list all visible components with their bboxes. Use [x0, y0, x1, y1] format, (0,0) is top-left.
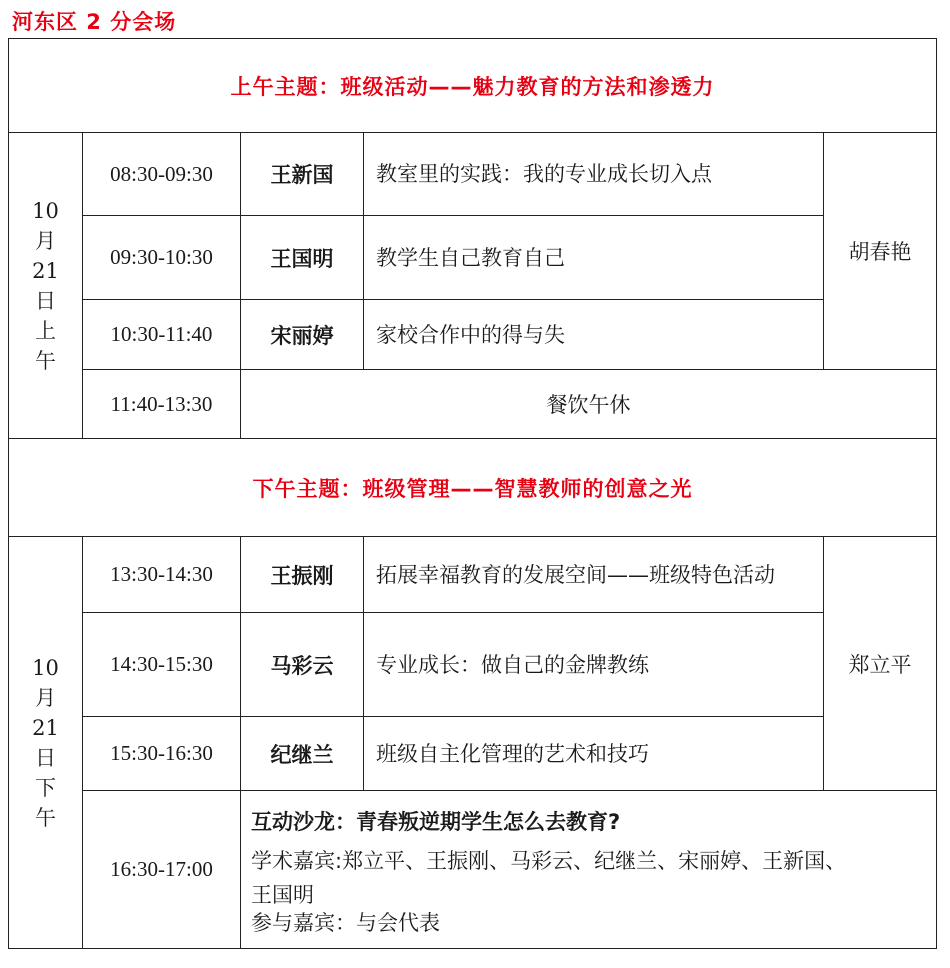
salon-guests: 学术嘉宾:郑立平、王振刚、马彩云、纪继兰、宋丽婷、王新国、 — [251, 848, 847, 873]
venue-title: 河东区 2 分会场 — [12, 10, 177, 34]
afternoon-theme: 下午主题：班级管理——智慧教师的创意之光 — [9, 439, 937, 537]
session-time: 10:30-11:40 — [83, 300, 241, 370]
schedule-table — [8, 38, 937, 949]
salon-title: 互动沙龙：青春叛逆期学生怎么去教育? — [251, 809, 621, 834]
afternoon-host: 郑立平 — [824, 537, 937, 791]
session-speaker: 纪继兰 — [241, 717, 364, 791]
session-topic: 班级自主化管理的艺术和技巧 — [364, 717, 824, 791]
session-topic: 专业成长：做自己的金牌教练 — [364, 613, 824, 717]
session-topic: 教学生自己教育自己 — [364, 216, 824, 300]
session-topic: 拓展幸福教育的发展空间——班级特色活动 — [364, 537, 824, 613]
session-time: 13:30-14:30 — [83, 537, 241, 613]
salon-time: 16:30-17:00 — [83, 791, 241, 949]
morning-date: 10 月 21 日 上 午 — [9, 133, 83, 439]
session-speaker: 宋丽婷 — [241, 300, 364, 370]
session-time: 08:30-09:30 — [83, 133, 241, 216]
session-topic: 家校合作中的得与失 — [364, 300, 824, 370]
morning-host: 胡春艳 — [824, 133, 937, 370]
session-speaker: 王振刚 — [241, 537, 364, 613]
session-speaker: 马彩云 — [241, 613, 364, 717]
morning-theme: 上午主题：班级活动——魅力教育的方法和渗透力 — [9, 39, 937, 133]
session-speaker: 王新国 — [241, 133, 364, 216]
salon-details — [241, 791, 937, 949]
session-speaker: 王国明 — [241, 216, 364, 300]
session-time: 15:30-16:30 — [83, 717, 241, 791]
salon-participants: 参与嘉宾：与会代表 — [251, 910, 440, 935]
session-time: 09:30-10:30 — [83, 216, 241, 300]
afternoon-date: 10 月 21 日 下 午 — [9, 537, 83, 949]
salon-guests-cont: 王国明 — [251, 882, 314, 907]
session-time: 14:30-15:30 — [83, 613, 241, 717]
lunch-label: 餐饮午休 — [241, 370, 937, 439]
lunch-time: 11:40-13:30 — [83, 370, 241, 439]
session-topic: 教室里的实践：我的专业成长切入点 — [364, 133, 824, 216]
